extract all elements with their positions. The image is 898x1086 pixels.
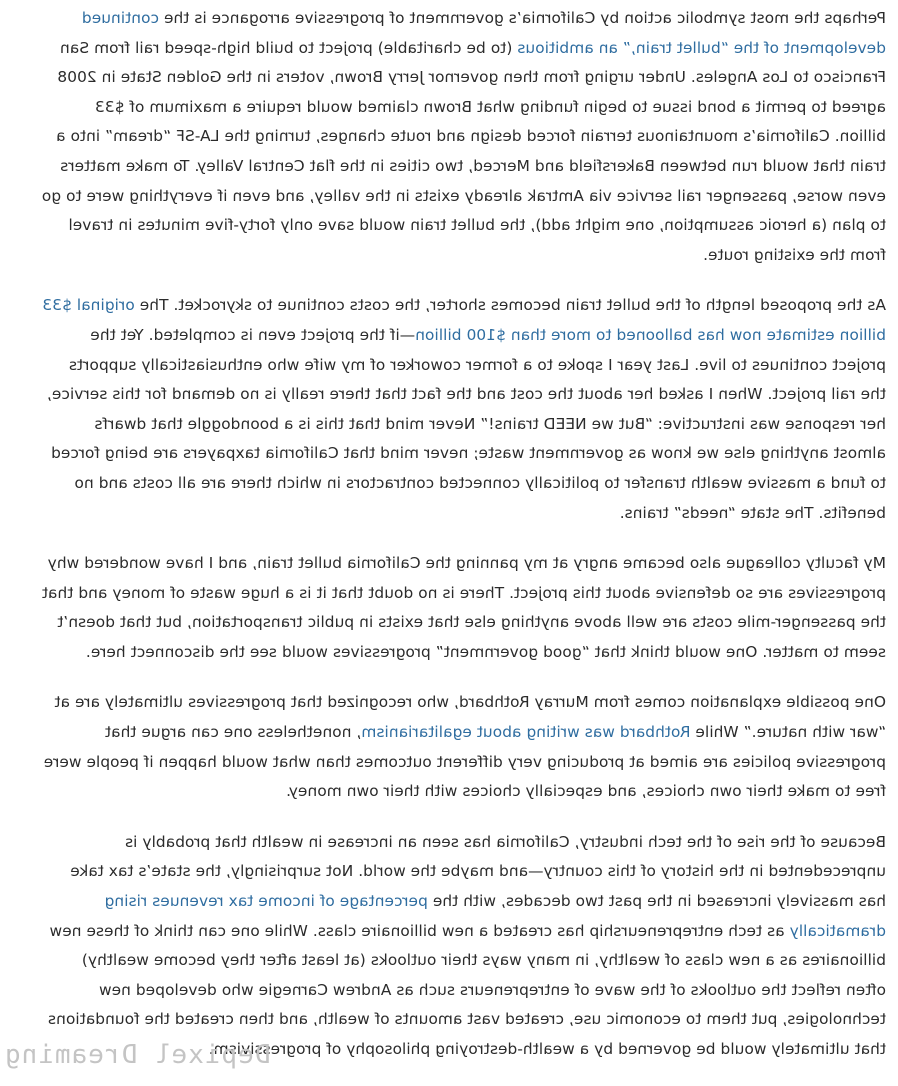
paragraph-text: As the proposed length of the bullet train becomes shorter, the costs continue to skyrocket. The [134, 296, 886, 315]
paragraph-text: One possible explanation comes from Murray Rothbard, who recognized that progressives ultimately are at “war with nature.” While [54, 693, 886, 742]
paragraph-text: Because of the rise of the tech industry, California has seen an increase in wealth that probably is unprecedented in the history of this country—and maybe the world. Not surprisingly, the state’s tax take has massively increased in the past two decades, with the [70, 832, 886, 911]
link-continued-development[interactable]: continued development of the “bullet train,” an ambitious [81, 9, 886, 57]
paragraph-text: Perhaps the most symbolic action by California’s government of progressive arrogance is the [159, 9, 886, 27]
link-rothbard-egalitarianism[interactable]: Rothbard was writing about egalitarianism [361, 723, 691, 742]
paragraph-text: , nonetheless one can argue that progressive policies are aimed at producing very different outcomes than what would happen if people were free to make their own choices, and especially choices with their own money. [43, 723, 886, 801]
link-original-estimate[interactable]: original $33 billion estimate now has ballooned to more than $100 billion [42, 296, 886, 344]
watermark: Depixel Dreaming [4, 1040, 271, 1070]
paragraph-text: —if the project even is completed. Yet the project continues to live. Last year I spoke to a former coworker of my wife who enthusiastically supports the rail project. When I asked her about the cost and the fact that there really is no demand for this service, her response was instructive: “But we NEED trains!” Never mind that this is a boondoggle that dwarfs almost anything else we know as government waste; never mind that California taxpayers are being forced to fund a massive wealth transfer to politically connected contractors in which there are all costs and no benefits. The state “needs” trains. [46, 325, 886, 522]
paragraph-tech-industry [40, 828, 886, 1065]
paragraph-costs [40, 291, 886, 528]
paragraph-rothbard [40, 688, 886, 806]
article-body [40, 4, 886, 1086]
paragraph-text: as tech entrepreneurship has created a new billionaire class. While one can think of these new billionaires as a new class of wealthy, in many ways their outlooks (at least after they become wealthy) often reflect the outlooks of the wave of entrepreneurs such as Andrew Carnegie who developed new technologies, put them to economic use, created vast amounts of wealth, and then created the foundations that ultimately would be governed by a wealth-destroying philosophy of progressivism. [47, 921, 886, 1058]
paragraph-bullet-train [40, 4, 886, 270]
link-income-tax-revenues[interactable]: percentage of income tax revenues rising dramatically [104, 892, 886, 940]
paragraph-faculty-colleague [40, 549, 886, 667]
paragraph-text: (to be charitable) project to build high-speed rail from San Francisco to Los Angeles. Under urging from then governor Jerry Brown, voters in the Golden State in 2008 agreed to permit a bond issue to begin funding what Brown claimed would require a maximum of $33 billion. California’s mountainous terrain forced design and route changes, turning the LA-SF “dream” into a train that would run between Bakersfield and Merced, two cities in the flat Central Valley. To make matters even worse, passenger rail service via Amtrak already exists in the valley, and even if everything were to go to plan (a heroic assumption, one might add), the bullet train would save only forty-five minutes in travel from the existing route. [41, 38, 886, 264]
paragraph-text: My faculty colleague also became angry at my panning the California bullet train, and I have wondered why progressives are so defensive about this project. There is no doubt that it is a huge waste of money and that the passenger-mile costs are well above anything else that exists in public transportation, but that doesn’t seem to matter. One would think that “good government” progressives would see the disconnect here. [41, 554, 886, 661]
